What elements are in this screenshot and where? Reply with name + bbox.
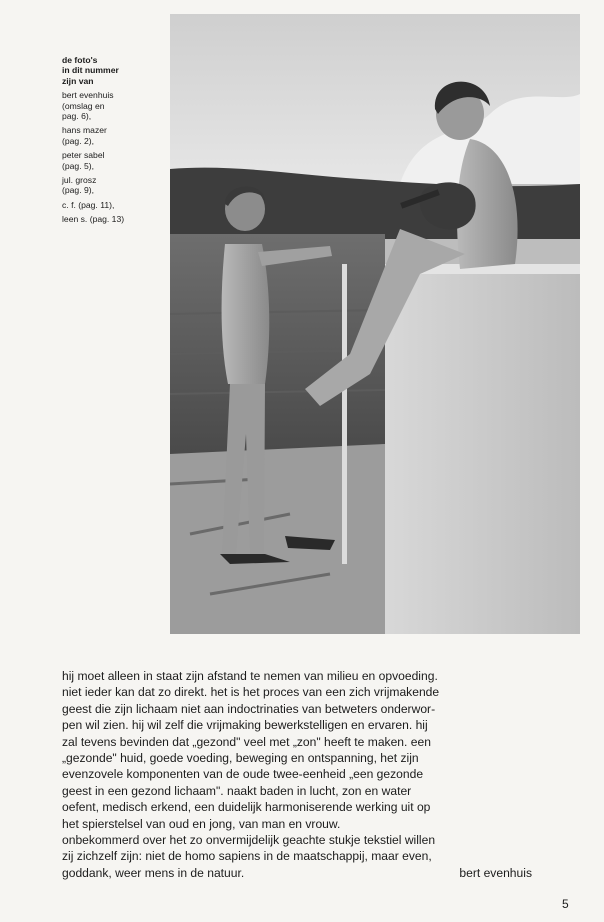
article-line: hij moet alleen in staat zijn afstand te nemen van milieu en opvoeding.: [62, 669, 438, 683]
article-line: pen wil zien. hij wil zelf die vrijmaking bewerkstelligen en ervaren. hij: [62, 718, 428, 733]
article-line: zij zichzelf zijn: niet de homo sapiens in de maatschappij, maar even,: [62, 849, 432, 864]
credit-line: (pag. 5),: [62, 160, 95, 171]
photo-illustration: [170, 14, 580, 634]
credit-line: (pag. 9),: [62, 185, 95, 196]
beach-photograph: [170, 14, 580, 634]
credits-heading: [62, 55, 166, 86]
article-line: niet ieder kan dat zo direkt. het is het proces van een zich vrijmakende: [62, 685, 440, 700]
credits-heading-line: in dit nummer: [62, 65, 119, 76]
credit-entry: [62, 175, 166, 196]
pole: [342, 264, 347, 564]
rock-ground: [170, 444, 400, 634]
photo-credits: [62, 55, 166, 229]
credit-line: bert evenhuis: [62, 90, 114, 101]
credit-line: jul. grosz: [62, 175, 97, 186]
page-number: 5: [562, 897, 569, 911]
article-closing-row: [62, 865, 532, 881]
concrete-wall: [385, 269, 580, 634]
credits-heading-line: de foto's: [62, 55, 98, 65]
article-line: zal tevens bevinden dat „gezond" veel met „zon" heeft te maken. een: [62, 734, 431, 749]
credits-heading-line: zijn van: [62, 75, 94, 86]
credit-entry: [62, 150, 166, 171]
article-last-line: goddank, weer mens in de natuur.: [62, 865, 245, 880]
credit-line: (pag. 2),: [62, 135, 95, 146]
article-line: oefent, medisch erkend, een duidelijk harmoniserende werking uit op: [62, 800, 431, 815]
credit-line: (omslag en: [62, 100, 105, 111]
article-author: bert evenhuis: [459, 865, 532, 880]
credit-entry: [62, 90, 166, 121]
credit-line: c. f. (pag. 11),: [62, 199, 115, 210]
credit-line: hans mazer: [62, 125, 107, 136]
credit-entry: [62, 200, 166, 210]
credit-line: leen s. (pag. 13): [62, 214, 125, 225]
credit-entry: [62, 125, 166, 146]
article-line: evenzovele komponenten van de oude twee-eenheid „een gezonde: [62, 767, 424, 782]
article-text: [62, 668, 532, 881]
article-line: onbekommerd over het zo onvermijdelijk geachte stukje tekstiel willen: [62, 833, 436, 848]
article-line: geest in een gezond lichaam". naakt baden in lucht, zon en water: [62, 783, 412, 798]
credit-line: peter sabel: [62, 150, 105, 161]
sea: [170, 234, 385, 454]
article-line: geest die zijn lichaam niet aan indoctrinaties van betweters onderwor-: [62, 701, 436, 716]
credit-entry: [62, 214, 166, 224]
article-line: „gezonde" huid, goede voeding, beweging en ontspanning, het zijn: [62, 751, 419, 766]
credit-line: pag. 6),: [62, 111, 92, 122]
article-line: het spierstelsel van oud en jong, van man en vrouw.: [62, 816, 341, 831]
